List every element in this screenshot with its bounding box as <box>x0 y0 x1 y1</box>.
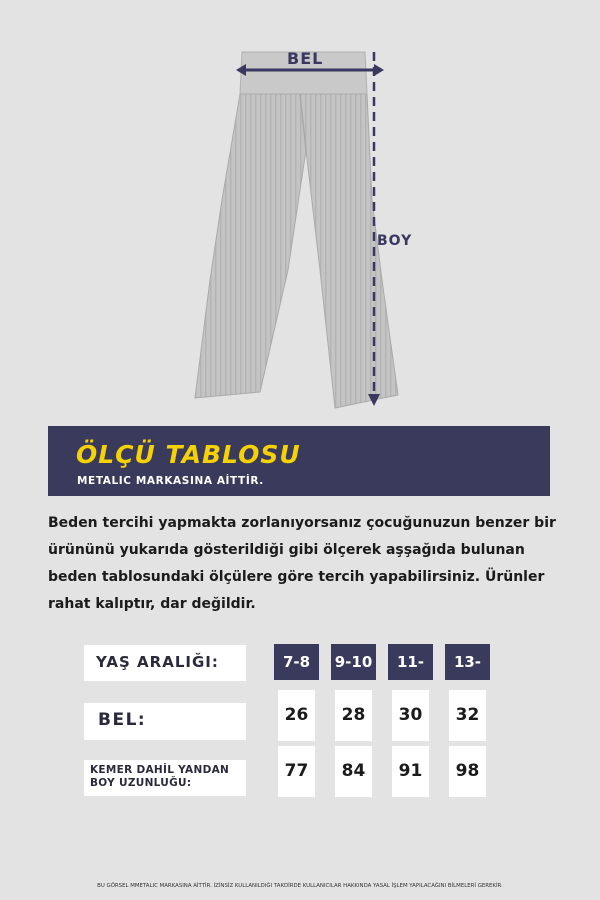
age-cell-2: 9-10 <box>331 644 376 680</box>
length-label <box>84 760 246 796</box>
pants-image <box>150 30 450 420</box>
bel-value-3: 30 <box>392 690 429 741</box>
banner-title: ÖLÇÜ TABLOSU <box>76 440 301 469</box>
length-label-line2: BOY UZUNLUĞU: <box>90 777 192 789</box>
size-chart-banner <box>48 426 550 496</box>
bel-value-4: 32 <box>449 690 486 741</box>
pants-illustration <box>150 30 450 420</box>
length-label-line1: KEMER DAHİL YANDAN <box>90 764 230 776</box>
banner-subtitle: METALIC MARKASINA AİTTİR. <box>77 475 264 487</box>
boy-value-4: 98 <box>449 746 486 797</box>
boy-value-1: 77 <box>278 746 315 797</box>
bel-measure-label: BEL <box>287 49 324 68</box>
waist-label: BEL: <box>84 703 246 740</box>
boy-value-3: 91 <box>392 746 429 797</box>
boy-measure-label: BOY <box>377 233 413 249</box>
bel-value-1: 26 <box>278 690 315 741</box>
size-description: Beden tercihi yapmakta zorlanıyorsanız çocuğunuzun benzer bir ürününü yukarıda gösterildiği gibi ölçerek aşşağıda bulunan beden tablosundaki ölçülere göre tercih yapabilirsiniz. Ürünler rahat kalıptır, dar değildir. <box>48 515 556 612</box>
age-range-label: YAŞ ARALIĞI: <box>84 645 246 681</box>
age-cell-3: 11- <box>388 644 433 680</box>
age-cell-1: 7-8 <box>274 644 319 680</box>
boy-value-2: 84 <box>335 746 372 797</box>
copyright-footer: BU GÖRSEL MMETALIC MARKASINA AİTTİR. İZİNSİZ KULLANILDIĞI TAKDİRDE KULLANICILAR HAKKINDA YASAL İŞLEM YAPILACAĞINI BİLMELERİ GEREKİR. <box>97 883 503 889</box>
bel-value-2: 28 <box>335 690 372 741</box>
age-cell-4: 13- <box>445 644 490 680</box>
